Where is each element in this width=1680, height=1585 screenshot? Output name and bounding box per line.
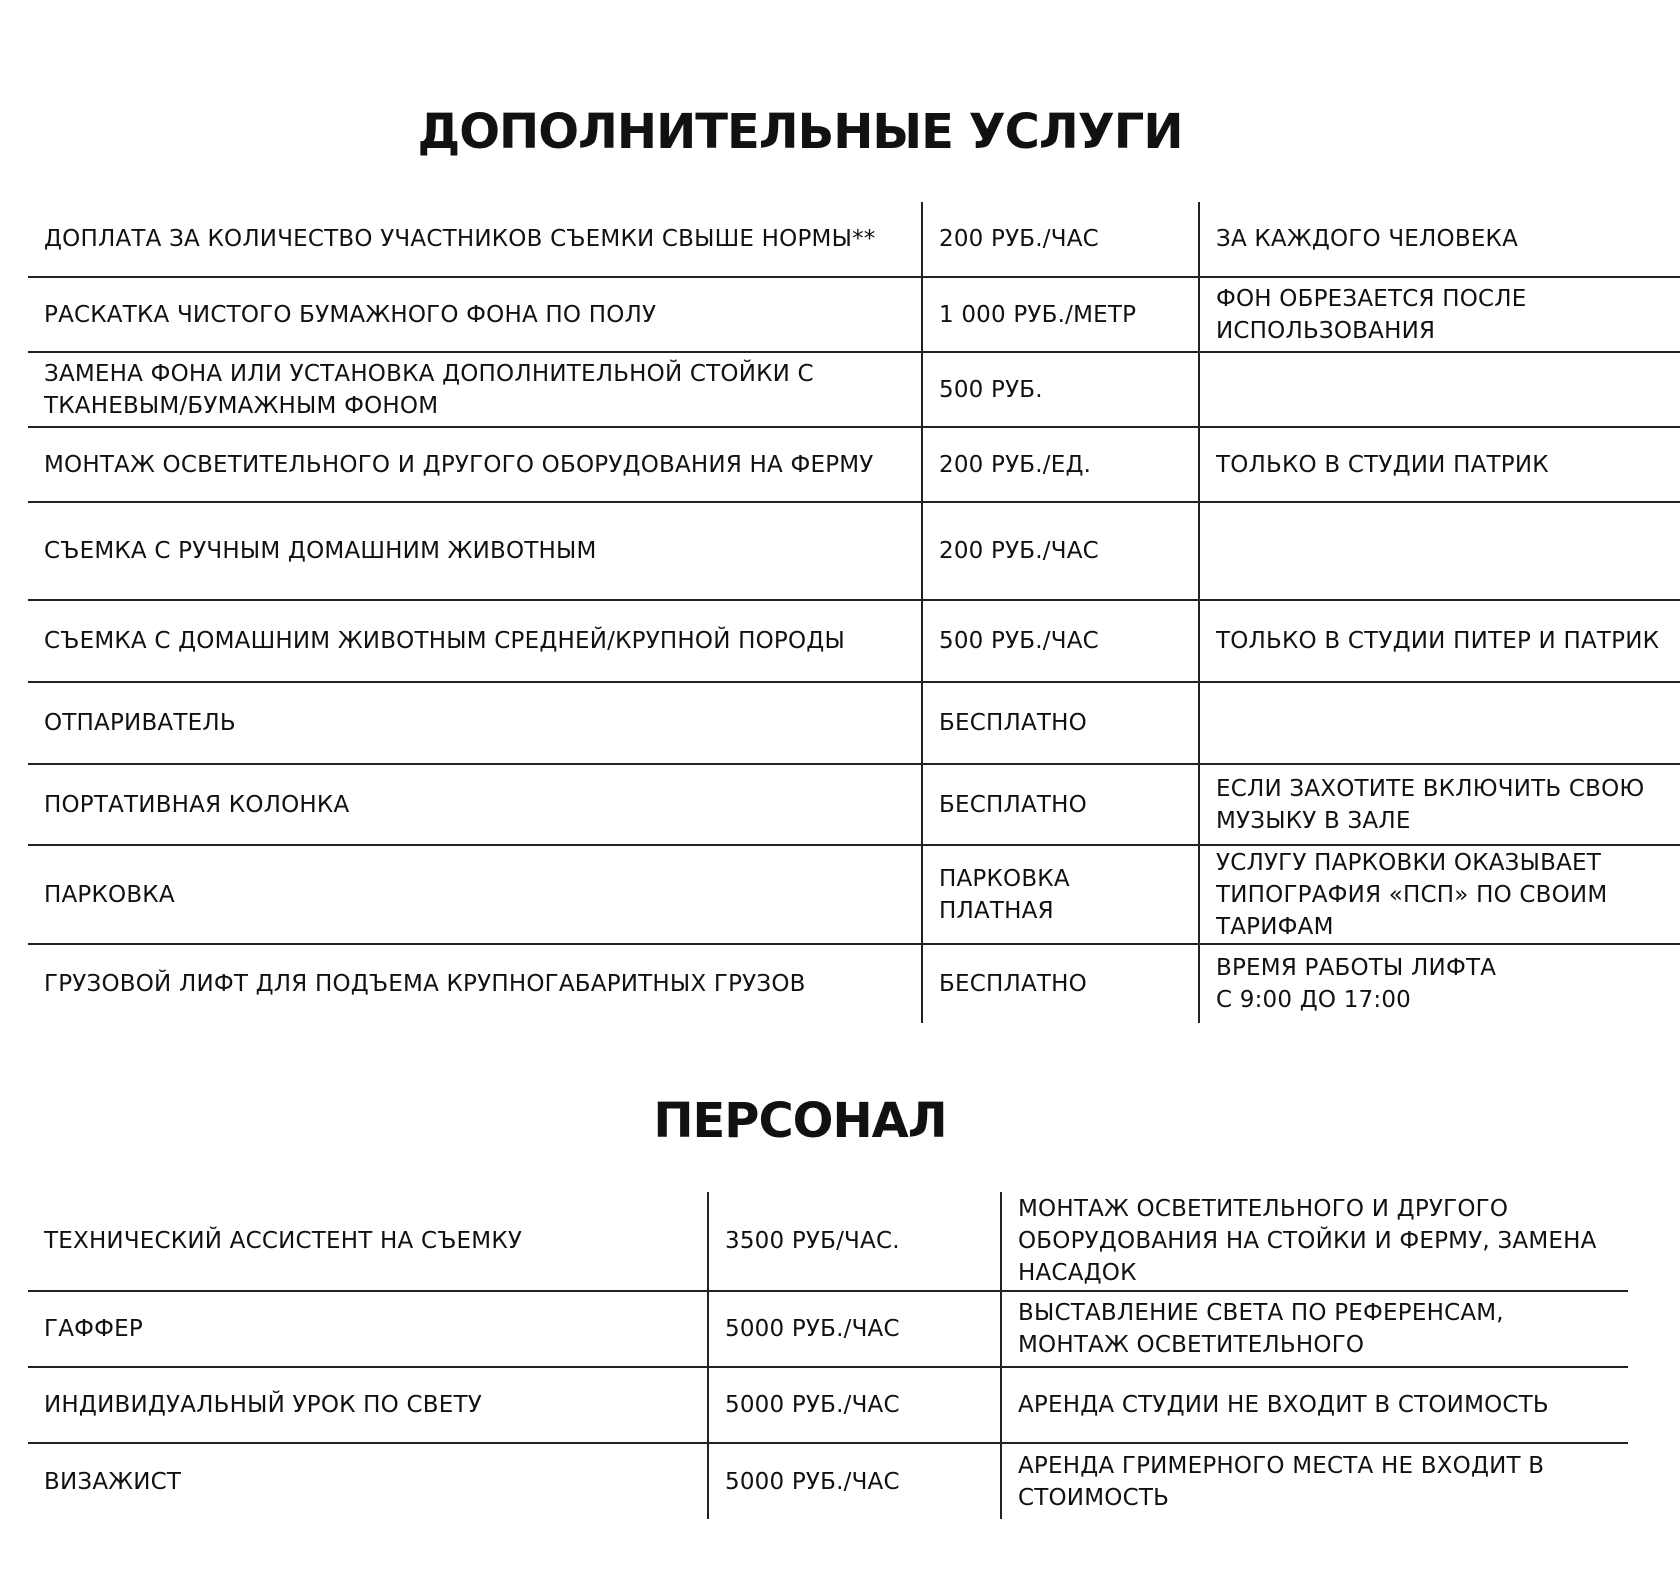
service-price: БЕСПЛАТНО (922, 944, 1199, 1023)
service-note: ЗА КАЖДОГО ЧЕЛОВЕКА (1199, 202, 1680, 277)
service-name: СЪЕМКА С РУЧНЫМ ДОМАШНИМ ЖИВОТНЫМ (28, 502, 922, 600)
service-price: 1 000 РУБ./МЕТР (922, 277, 1199, 352)
staff-name: ВИЗАЖИСТ (28, 1443, 708, 1519)
services-table (28, 202, 1680, 1023)
staff-price: 3500 РУБ/ЧАС. (708, 1192, 1001, 1291)
staff-name: ИНДИВИДУАЛЬНЫЙ УРОК ПО СВЕТУ (28, 1367, 708, 1443)
table-row (28, 682, 1680, 764)
service-price: 200 РУБ./ЕД. (922, 427, 1199, 502)
service-price: 200 РУБ./ЧАС (922, 502, 1199, 600)
service-note (1199, 502, 1680, 600)
table-row (28, 277, 1680, 352)
staff-note: ВЫСТАВЛЕНИЕ СВЕТА ПО РЕФЕРЕНСАМ, МОНТАЖ ОСВЕТИТЕЛЬНОГО (1001, 1291, 1628, 1367)
table-row (28, 1367, 1628, 1443)
staff-note: МОНТАЖ ОСВЕТИТЕЛЬНОГО И ДРУГОГО ОБОРУДОВАНИЯ НА СТОЙКИ И ФЕРМУ, ЗАМЕНА НАСАДОК (1001, 1192, 1628, 1291)
staff-price: 5000 РУБ./ЧАС (708, 1291, 1001, 1367)
staff-table (28, 1192, 1628, 1519)
service-name: МОНТАЖ ОСВЕТИТЕЛЬНОГО И ДРУГОГО ОБОРУДОВАНИЯ НА ФЕРМУ (28, 427, 922, 502)
staff-price: 5000 РУБ./ЧАС (708, 1367, 1001, 1443)
service-note (1199, 352, 1680, 427)
table-row (28, 1192, 1628, 1291)
table-row (28, 944, 1680, 1023)
service-price: БЕСПЛАТНО (922, 682, 1199, 764)
service-price: 200 РУБ./ЧАС (922, 202, 1199, 277)
service-name: ДОПЛАТА ЗА КОЛИЧЕСТВО УЧАСТНИКОВ СЪЕМКИ СВЫШЕ НОРМЫ** (44, 226, 876, 252)
service-note: ВРЕМЯ РАБОТЫ ЛИФТА С 9:00 ДО 17:00 (1199, 944, 1680, 1023)
service-name: ПОРТАТИВНАЯ КОЛОНКА (28, 764, 922, 845)
table-row (28, 427, 1680, 502)
table-row (28, 1291, 1628, 1367)
service-note: УСЛУГУ ПАРКОВКИ ОКАЗЫВАЕТ ТИПОГРАФИЯ «ПСП» ПО СВОИМ ТАРИФАМ (1199, 845, 1680, 944)
service-note (1199, 682, 1680, 764)
service-name: ГРУЗОВОЙ ЛИФТ ДЛЯ ПОДЪЕМА КРУПНОГАБАРИТНЫХ ГРУЗОВ (28, 944, 922, 1023)
table-row (28, 352, 1680, 427)
service-name: ОТПАРИВАТЕЛЬ (28, 682, 922, 764)
service-price: БЕСПЛАТНО (922, 764, 1199, 845)
service-name: РАСКАТКА ЧИСТОГО БУМАЖНОГО ФОНА ПО ПОЛУ (28, 277, 922, 352)
service-note: ЕСЛИ ЗАХОТИТЕ ВКЛЮЧИТЬ СВОЮ МУЗЫКУ В ЗАЛЕ (1199, 764, 1680, 845)
staff-note: АРЕНДА ГРИМЕРНОГО МЕСТА НЕ ВХОДИТ В СТОИМОСТЬ (1001, 1443, 1628, 1519)
service-name: ПАРКОВКА (28, 845, 922, 944)
services-title: ДОПОЛНИТЕЛЬНЫЕ УСЛУГИ (417, 104, 1183, 160)
table-row (28, 202, 1680, 277)
staff-title: ПЕРСОНАЛ (653, 1093, 947, 1149)
service-note: ФОН ОБРЕЗАЕТСЯ ПОСЛЕ ИСПОЛЬЗОВАНИЯ (1199, 277, 1680, 352)
service-note: ТОЛЬКО В СТУДИИ ПИТЕР И ПАТРИК (1199, 600, 1680, 682)
service-name: ЗАМЕНА ФОНА ИЛИ УСТАНОВКА ДОПОЛНИТЕЛЬНОЙ СТОЙКИ С ТКАНЕВЫМ/БУМАЖНЫМ ФОНОМ (28, 352, 922, 427)
service-price: 500 РУБ./ЧАС (922, 600, 1199, 682)
table-row (28, 502, 1680, 600)
table-row (28, 600, 1680, 682)
staff-name: ГАФФЕР (28, 1291, 708, 1367)
service-name: СЪЕМКА С ДОМАШНИМ ЖИВОТНЫМ СРЕДНЕЙ/КРУПНОЙ ПОРОДЫ (28, 600, 922, 682)
table-row (28, 1443, 1628, 1519)
staff-note: АРЕНДА СТУДИИ НЕ ВХОДИТ В СТОИМОСТЬ (1001, 1367, 1628, 1443)
staff-price: 5000 РУБ./ЧАС (708, 1443, 1001, 1519)
service-price: ПАРКОВКА ПЛАТНАЯ (922, 845, 1199, 944)
table-row (28, 764, 1680, 845)
staff-name: ТЕХНИЧЕСКИЙ АССИСТЕНТ НА СЪЕМКУ (44, 1228, 523, 1254)
service-price: 500 РУБ. (922, 352, 1199, 427)
service-note: ТОЛЬКО В СТУДИИ ПАТРИК (1199, 427, 1680, 502)
table-row (28, 845, 1680, 944)
